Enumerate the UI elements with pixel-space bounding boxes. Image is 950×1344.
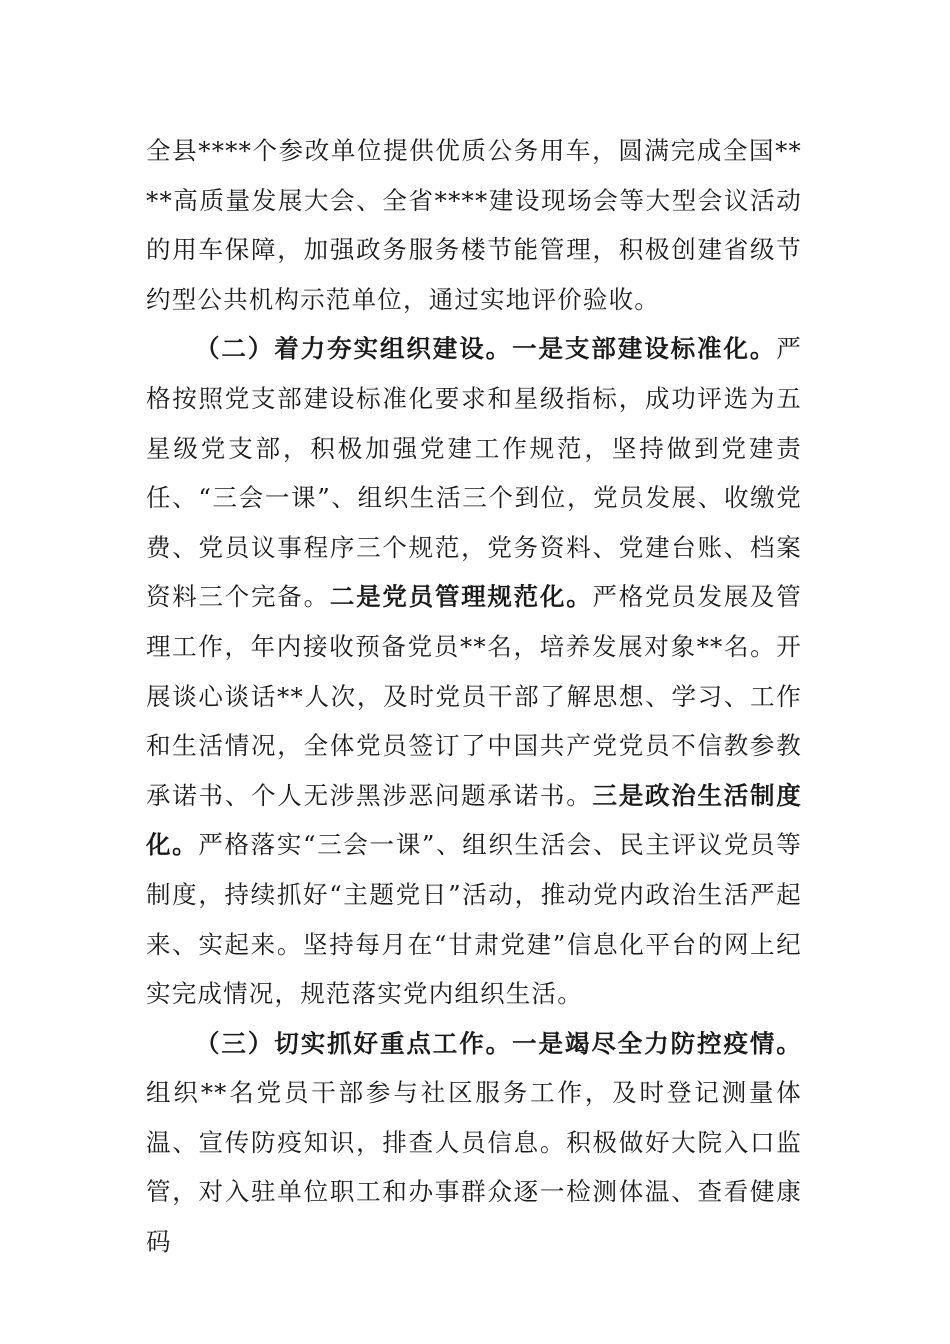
point-text-2-1: 严格按照党支部建设标准化要求和星级指标，成功评选为五星级党支部，积极加强党建工作规范，坚持做到党建责任、“三会一课”、组织生活三个到位，党员发展、收缴党费、党员议事程序三个规范，党务资料、党建台账、档案资料三个完备。 <box>146 334 803 612</box>
point-text-3-1: 组织**名党员干部参与社区服务工作，及时登记测量体温、宣传防疫知识，排查人员信息。积极做好大院入口监管，对入驻单位职工和办事群众逐一检测体温、查看健康码 <box>146 1078 802 1257</box>
point-heading-2-2: 二是党员管理规范化。 <box>329 582 593 612</box>
paragraph-1 <box>146 126 802 324</box>
paragraph-2 <box>146 324 802 1018</box>
point-heading-3-1: 一是竭尽全力防控疫情。 <box>512 1028 803 1058</box>
point-heading-2-1: 一是支部建设标准化。 <box>512 334 777 364</box>
document-body <box>146 126 802 1267</box>
paragraph-3 <box>146 1019 802 1267</box>
point-text-2-2: 严格党员发展及管理工作，年内接收预备党员**名，培养发展对象**名。开展谈心谈话**人次，及时党员干部了解思想、学习、工作和生活情况，全体党员签订了中国共产党党员不信教参教承诺书、个人无涉黑涉恶问题承诺书。 <box>146 582 803 810</box>
point-text-2-3: 严格落实“三会一课”、组织生活会、民主评议党员等制度，持续抓好“主题党日”活动，推动党内政治生活严起来、实起来。坚持每月在“甘肃党建”信息化平台的网上纪实完成情况，规范落实党内组织生活。 <box>146 830 802 1009</box>
section-heading-2: （二）着力夯实组织建设。 <box>195 334 513 364</box>
paragraph-1-text: 全县****个参改单位提供优质公务用车，圆满完成全国****高质量发展大会、全省****建设现场会等大型会议活动的用车保障，加强政务服务楼节能管理，积极创建省级节约型公共机构示范单位，通过实地评价验收。 <box>146 136 802 314</box>
section-heading-3: （三）切实抓好重点工作。 <box>195 1028 513 1058</box>
point-heading-2-3: 三是政治生活制度化。 <box>146 780 802 860</box>
